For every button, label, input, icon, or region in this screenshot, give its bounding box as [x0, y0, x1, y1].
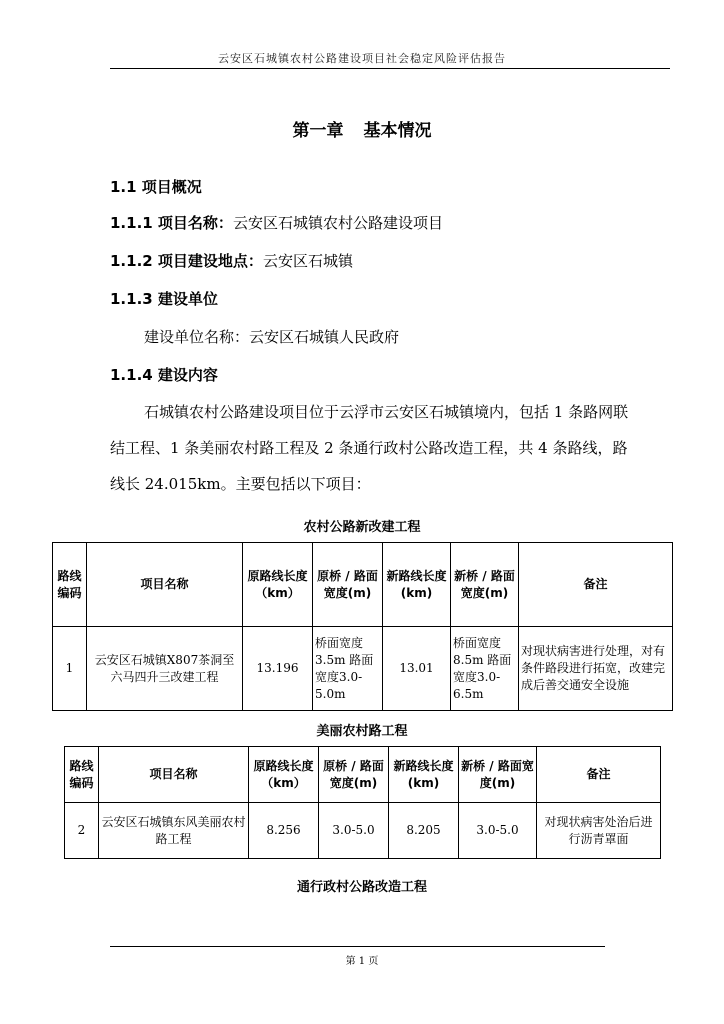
table1-header-old-width: 原桥 / 路面宽度(m) — [313, 543, 383, 627]
table1-caption: 农村公路新改建工程 — [303, 520, 421, 535]
table1-cell-old-width: 桥面宽度3.5m 路面宽度3.0-5.0m — [313, 627, 383, 711]
builder-name-text: 建设单位名称：云安区石城镇人民政府 — [144, 328, 400, 346]
table2-header-old-width: 原桥 / 路面宽度(m) — [319, 747, 389, 803]
table1-header-new-width: 新桥 / 路面宽度(m) — [451, 543, 519, 627]
table2-header-row — [65, 747, 661, 803]
footer-rule — [110, 946, 605, 947]
chapter-title — [0, 116, 724, 141]
table2-header-old-length: 原路线长度（km） — [249, 747, 319, 803]
table1-cell-new-width: 桥面宽度8.5m 路面宽度3.0-6.5m — [451, 627, 519, 711]
table1-cell-name: 云安区石城镇X807茶洞至六马四升三改建工程 — [87, 627, 243, 711]
table2-cell-old-width: 3.0-5.0 — [319, 803, 389, 859]
table2-header-remark: 备注 — [537, 747, 661, 803]
table2-cell-new-length: 8.205 — [389, 803, 459, 859]
table1-header-new-length: 新路线长度(km) — [383, 543, 451, 627]
table2-cell-name: 云安区石城镇东风美丽农村路工程 — [99, 803, 249, 859]
table2-cell-code: 2 — [65, 803, 99, 859]
section-1-1-1 — [110, 212, 443, 233]
table3-caption: 通行政村公路改造工程 — [296, 880, 427, 895]
table1-cell-new-length: 13.01 — [383, 627, 451, 711]
table1-header-remark: 备注 — [519, 543, 673, 627]
section-1-1-3: 1.1.3 建设单位 — [110, 290, 218, 308]
table1-header-row — [53, 543, 673, 627]
section-1-1-4: 1.1.4 建设内容 — [110, 366, 218, 384]
table2-cell-new-width: 3.0-5.0 — [459, 803, 537, 859]
project-location-label: 1.1.2 项目建设地点： — [110, 252, 263, 270]
table1 — [52, 542, 673, 711]
project-location-value: 云安区石城镇 — [262, 252, 353, 270]
table1-header-name: 项目名称 — [87, 543, 243, 627]
table-row — [65, 803, 661, 859]
project-name-value: 云安区石城镇农村公路建设项目 — [232, 214, 443, 232]
table-row — [53, 627, 673, 711]
construction-content-paragraph: 石城镇农村公路建设项目位于云浮市云安区石城镇境内，包括 1 条路网联结工程、1 条美丽农村路工程及 2 条通行政村公路改造工程，共 4 条路线，路线长 24.015km。主要包括以下项目： — [110, 403, 629, 493]
header-rule — [110, 68, 670, 69]
table2-header-code: 路线编码 — [65, 747, 99, 803]
table1-header-code: 路线编码 — [53, 543, 87, 627]
chapter-name: 基本情况 — [363, 121, 432, 141]
table2 — [64, 746, 661, 859]
page-number: 第 1 页 — [345, 956, 379, 967]
table2-header-new-width: 新桥 / 路面宽度(m) — [459, 747, 537, 803]
table1-cell-old-length: 13.196 — [243, 627, 313, 711]
table2-caption: 美丽农村路工程 — [316, 724, 408, 739]
table2-header-name: 项目名称 — [99, 747, 249, 803]
table2-header-new-length: 新路线长度(km) — [389, 747, 459, 803]
chapter-number: 第一章 — [292, 121, 344, 141]
table1-cell-code: 1 — [53, 627, 87, 711]
running-header: 云安区石城镇农村公路建设项目社会稳定风险评估报告 — [218, 52, 506, 65]
table2-cell-remark: 对现状病害处治后进行沥青罩面 — [537, 803, 661, 859]
section-1-1: 1.1 项目概况 — [110, 178, 202, 196]
table2-cell-old-length: 8.256 — [249, 803, 319, 859]
table1-cell-remark: 对现状病害进行处理，对有条件路段进行拓宽，改建完成后善交通安全设施 — [519, 627, 673, 711]
table1-header-old-length: 原路线长度（km） — [243, 543, 313, 627]
project-name-label: 1.1.1 项目名称： — [110, 214, 233, 232]
section-1-1-2 — [110, 250, 353, 271]
